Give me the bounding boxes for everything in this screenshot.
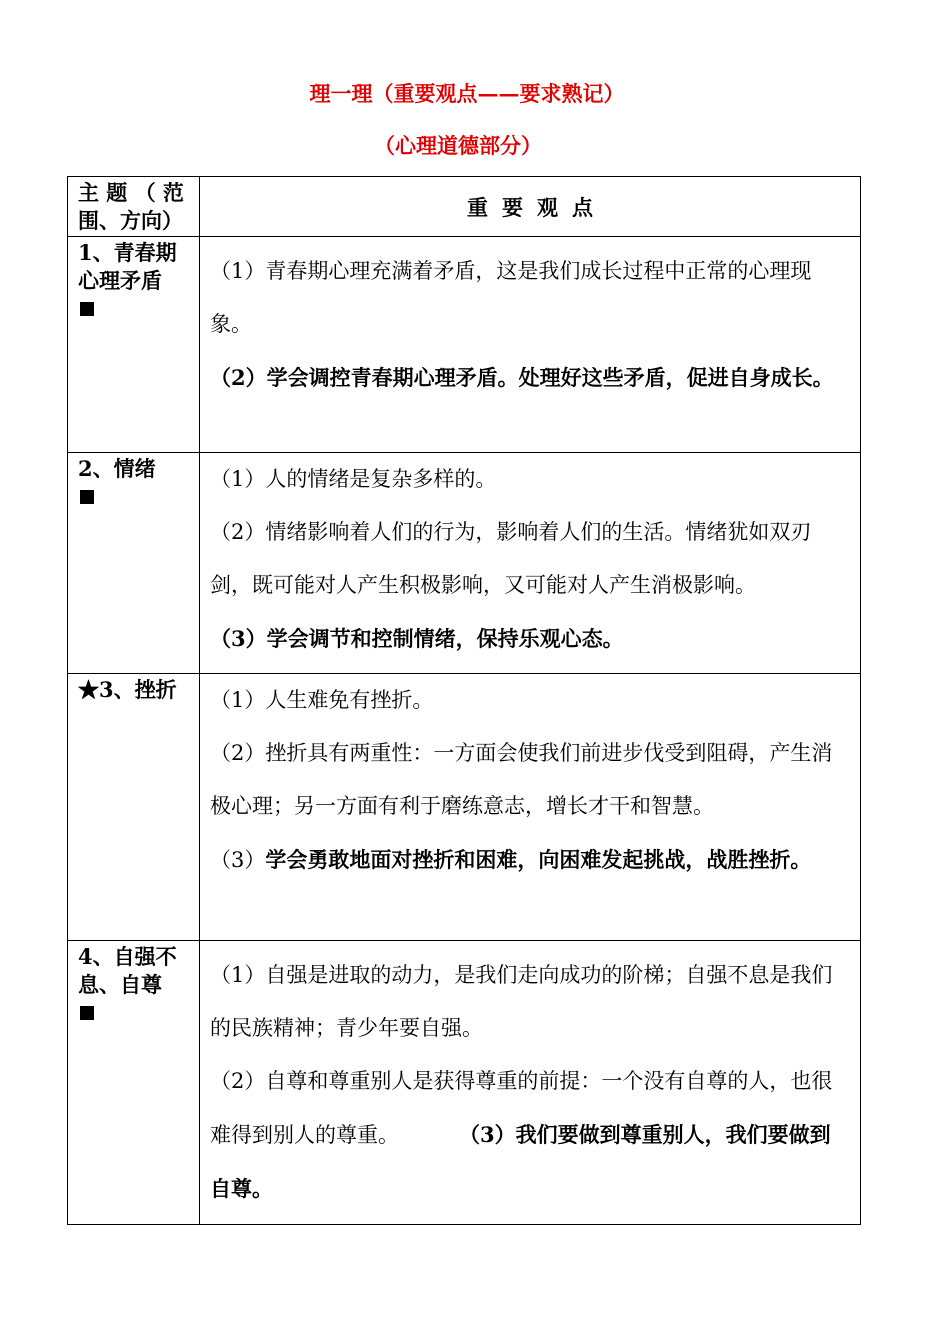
views-cell	[200, 941, 861, 1225]
view-item: （1）自强是进取的动力，是我们走向成功的阶梯；自强不息是我们的民族精神；青少年要自强。	[210, 963, 833, 1040]
document-title: 理一理（重要观点——要求熟记）	[309, 81, 625, 106]
view-item: （1）人生难免有挫折。	[210, 688, 434, 712]
views-cell	[200, 453, 861, 674]
table-header-row	[68, 177, 861, 237]
views-cell	[200, 237, 861, 453]
view-item: （2）挫折具有两重性：一方面会使我们前进步伐受到阻碍，产生消极心理；另一方面有利于磨练意志，增长才干和智慧。	[210, 741, 833, 818]
view-item: （1）青春期心理充满着矛盾，这是我们成长过程中正常的心理现象。	[210, 259, 812, 336]
header-topic-line1: 主 题 （ 范	[78, 180, 184, 205]
document-subtitle: （心理道德部分）	[374, 133, 542, 158]
square-marker-icon	[80, 1006, 94, 1020]
topic-cell	[68, 941, 200, 1225]
table-row	[68, 674, 861, 941]
header-views-cell: 重要观点	[200, 177, 861, 237]
header-topic-line2: 围、方向）	[78, 208, 183, 233]
table-row	[68, 453, 861, 674]
square-marker-icon	[80, 302, 94, 316]
key-points-table	[67, 176, 861, 1225]
square-marker-icon	[80, 490, 94, 504]
topic-label: 1、青春期心理矛盾	[78, 240, 177, 293]
views-cell	[200, 674, 861, 941]
view-item-key: （3）学会勇敢地面对挫折和困难，向困难发起挑战，战胜挫折。	[210, 847, 812, 872]
view-item: （2）自尊和尊重别人是获得尊重的前提：一个没有自尊的人，也很难得到别人的尊重。 （3）我们要做到尊重别人，我们要做到自尊。	[210, 1069, 833, 1201]
view-item-key: （3）我们要做到尊重别人，我们要做到自尊。	[210, 1122, 831, 1201]
topic-label: ★3、挫折	[78, 677, 177, 702]
table-row	[68, 941, 861, 1225]
topic-cell	[68, 674, 200, 941]
topic-label: 2、情绪	[78, 456, 156, 481]
topic-cell	[68, 453, 200, 674]
view-item-key: （2）学会调控青春期心理矛盾。处理好这些矛盾，促进自身成长。	[210, 365, 834, 390]
topic-cell	[68, 237, 200, 453]
header-topic-cell	[68, 177, 200, 237]
view-item-key: （3）学会调节和控制情绪，保持乐观心态。	[210, 626, 624, 651]
view-item: （2）情绪影响着人们的行为，影响着人们的生活。情绪犹如双刃剑，既可能对人产生积极影响，又可能对人产生消极影响。	[210, 520, 812, 597]
table-row	[68, 237, 861, 453]
view-item: （1）人的情绪是复杂多样的。	[210, 467, 497, 491]
topic-label: 4、自强不息、自尊	[78, 944, 177, 997]
